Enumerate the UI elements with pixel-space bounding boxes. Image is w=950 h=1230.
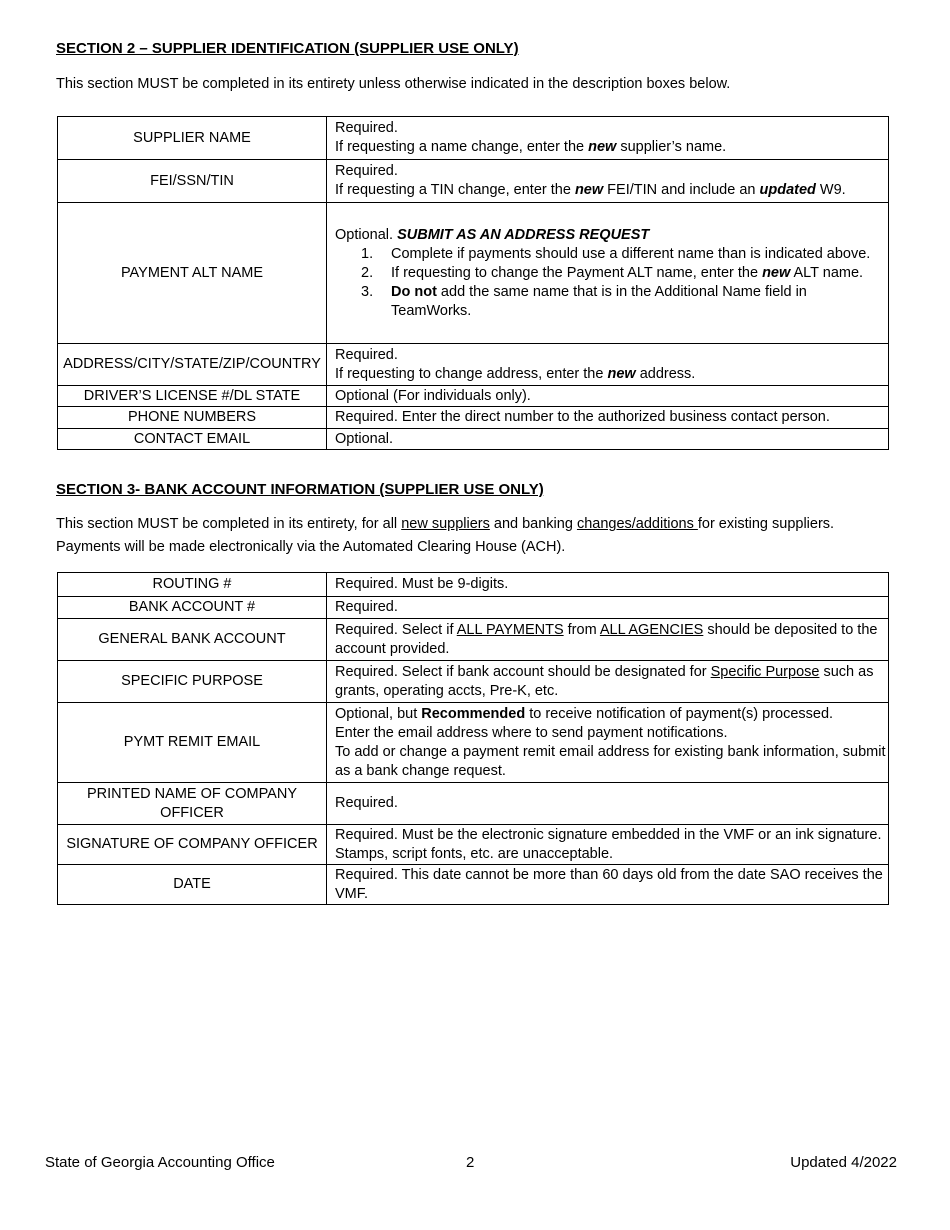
list-item: 1. Complete if payments should use a different name than is indicated above. xyxy=(361,245,871,262)
payment-alt-name-label: PAYMENT ALT NAME xyxy=(58,203,327,344)
bank-account-label: BANK ACCOUNT # xyxy=(58,597,327,619)
table-row xyxy=(58,825,889,865)
signature-description: Required. Must be the electronic signature embedded in the VMF or an ink signature. Stamps, script fonts, etc. are unacceptable. xyxy=(327,825,889,865)
printed-name-label: PRINTED NAME OF COMPANY OFFICER xyxy=(58,783,327,825)
footer-organization: State of Georgia Accounting Office xyxy=(45,1154,275,1171)
table-row xyxy=(58,407,889,429)
specific-purpose-description: Required. Select if bank account should be designated for Specific Purpose such as grants, operating accts, Pre-K, etc. xyxy=(327,661,889,703)
drivers-license-label: DRIVER’S LICENSE #/DL STATE xyxy=(58,386,327,407)
routing-label: ROUTING # xyxy=(58,573,327,597)
table-row xyxy=(58,160,889,203)
table-row xyxy=(58,344,889,386)
table-row xyxy=(58,203,889,344)
phone-numbers-label: PHONE NUMBERS xyxy=(58,407,327,429)
table-row xyxy=(58,619,889,661)
section-2-heading: SECTION 2 – SUPPLIER IDENTIFICATION (SUPPLIER USE ONLY) xyxy=(56,40,519,57)
date-label: DATE xyxy=(58,865,327,905)
routing-description: Required. Must be 9-digits. xyxy=(327,573,889,597)
payment-alt-name-description: Optional. SUBMIT AS AN ADDRESS REQUEST 1. Complete if payments should use a different name than is indicated above. 2. If requesting to change the Payment ALT name, enter the new ALT name. 3. Do not add the same name that is in the Additional Name field in TeamWorks. xyxy=(327,203,889,344)
list-item: 2. If requesting to change the Payment ALT name, enter the new ALT name. xyxy=(361,264,864,281)
page-number: 2 xyxy=(466,1154,475,1171)
table-row xyxy=(58,865,889,905)
section-2-intro: This section MUST be completed in its entirety unless otherwise indicated in the description boxes below. xyxy=(56,76,731,92)
table-row xyxy=(58,661,889,703)
table-row xyxy=(58,703,889,783)
supplier-name-label: SUPPLIER NAME xyxy=(58,117,327,160)
signature-label: SIGNATURE OF COMPANY OFFICER xyxy=(58,825,327,865)
table-row xyxy=(58,597,889,619)
drivers-license-description: Optional (For individuals only). xyxy=(327,386,889,407)
bank-account-table xyxy=(57,572,889,905)
printed-name-description: Required. xyxy=(327,783,889,825)
general-bank-account-label: GENERAL BANK ACCOUNT xyxy=(58,619,327,661)
section-3-intro: This section MUST be completed in its entirety, for all new suppliers and banking changes/additions for existing suppliers. Payments will be made electronically via the Automated Clearing House (ACH). xyxy=(56,516,835,555)
contact-email-label: CONTACT EMAIL xyxy=(58,429,327,450)
pymt-remit-email-description: Optional, but Recommended to receive notification of payment(s) processed. Enter the email address where to send payment notifications. To add or change a payment remit email address for existing bank information, submit as a bank change request. xyxy=(327,703,889,783)
table-row xyxy=(58,783,889,825)
supplier-identification-table xyxy=(57,116,889,450)
date-description: Required. This date cannot be more than 60 days old from the date SAO receives the VMF. xyxy=(327,865,889,905)
general-bank-account-description: Required. Select if ALL PAYMENTS from ALL AGENCIES should be deposited to the account provided. xyxy=(327,619,889,661)
table-row xyxy=(58,429,889,450)
contact-email-description: Optional. xyxy=(327,429,889,450)
specific-purpose-label: SPECIFIC PURPOSE xyxy=(58,661,327,703)
bank-account-description: Required. xyxy=(327,597,889,619)
table-row xyxy=(58,573,889,597)
address-description: Required. If requesting to change address, enter the new address. xyxy=(327,344,889,386)
table-row xyxy=(58,117,889,160)
table-row xyxy=(58,386,889,407)
section-3-heading: SECTION 3- BANK ACCOUNT INFORMATION (SUPPLIER USE ONLY) xyxy=(56,481,544,498)
address-label: ADDRESS/CITY/STATE/ZIP/COUNTRY xyxy=(58,344,327,386)
fei-ssn-tin-label: FEI/SSN/TIN xyxy=(58,160,327,203)
payment-alt-instructions xyxy=(335,245,888,321)
footer-updated-date: Updated 4/2022 xyxy=(790,1154,897,1171)
list-item: 3. Do not add the same name that is in the Additional Name field in TeamWorks. xyxy=(361,283,807,319)
supplier-name-description: Required. If requesting a name change, enter the new supplier’s name. xyxy=(327,117,889,160)
pymt-remit-email-label: PYMT REMIT EMAIL xyxy=(58,703,327,783)
fei-ssn-tin-description: Required. If requesting a TIN change, enter the new FEI/TIN and include an updated W9. xyxy=(327,160,889,203)
phone-numbers-description: Required. Enter the direct number to the authorized business contact person. xyxy=(327,407,889,429)
